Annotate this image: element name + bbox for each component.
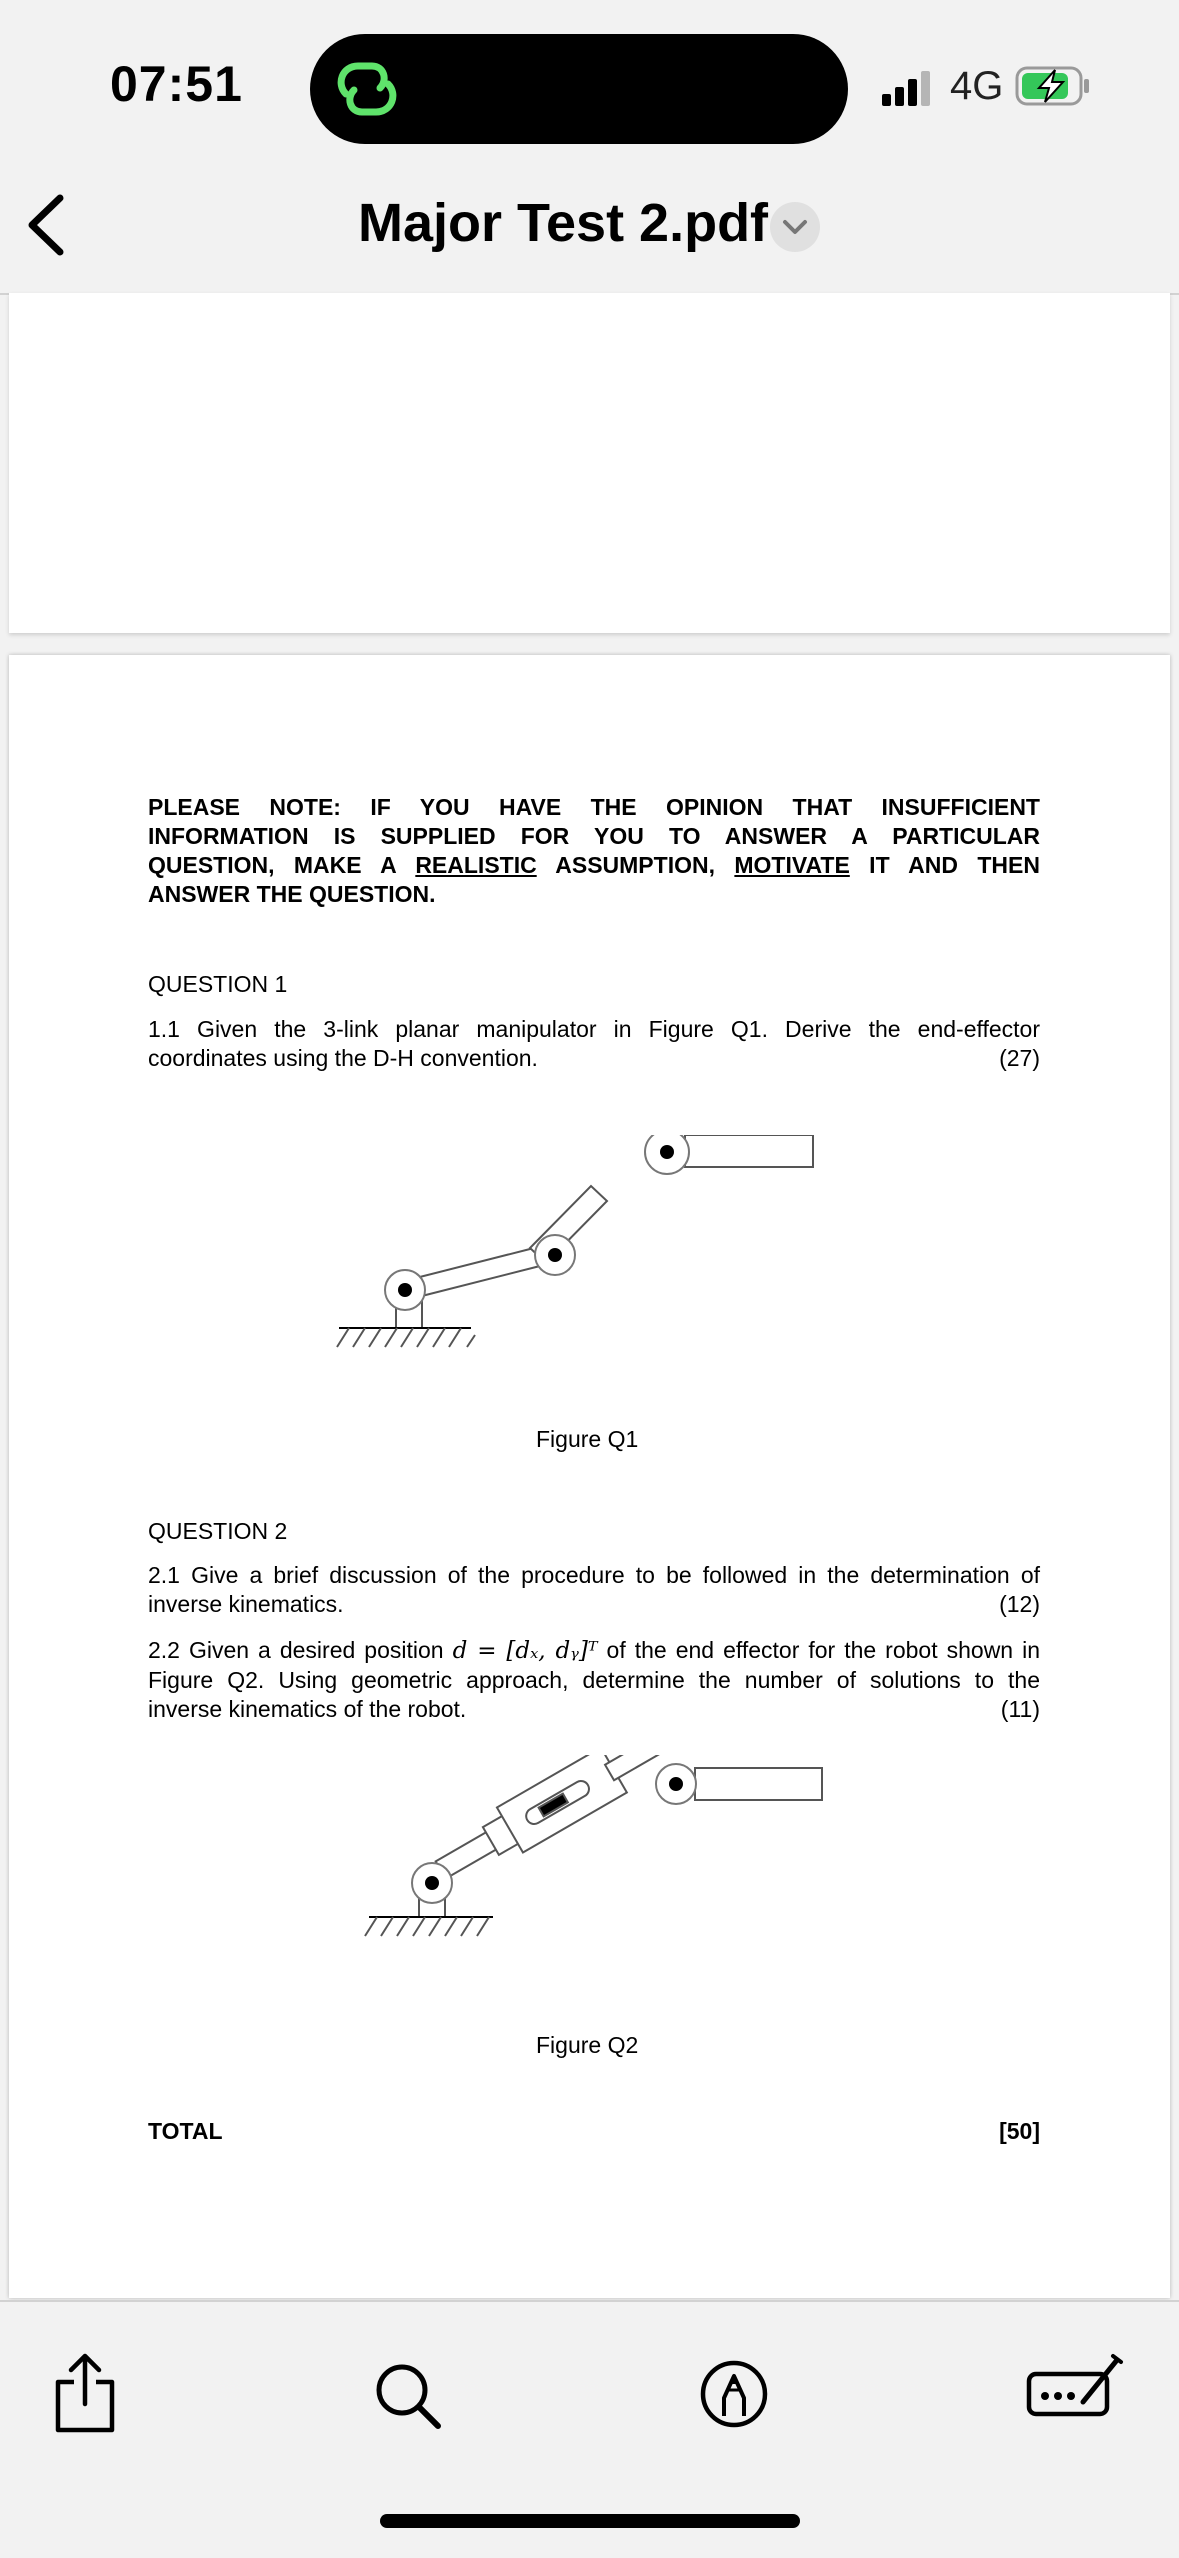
chevron-down-icon <box>770 202 820 252</box>
search-icon[interactable] <box>372 2360 444 2432</box>
battery-charging-icon <box>1015 64 1095 108</box>
markup-pen-icon[interactable] <box>698 2358 770 2430</box>
question-2-heading: QUESTION 2 <box>148 1518 288 1544</box>
link-icon <box>332 54 402 124</box>
total-label: TOTAL <box>148 2118 223 2144</box>
status-time: 07:51 <box>110 56 243 112</box>
dynamic-island <box>310 34 848 144</box>
back-chevron-icon[interactable] <box>18 190 78 260</box>
pdf-page <box>9 655 1170 2298</box>
total-marks: [50] <box>999 2118 1040 2144</box>
title-menu-button[interactable] <box>770 202 820 252</box>
home-indicator <box>380 2514 800 2528</box>
figure-q2-prismatic-robot <box>349 1755 849 2005</box>
question-2-1: 2.1 Give a brief discussion of the procedure to be followed in the determination of inverse kinematics. (12) <box>148 1562 1040 1617</box>
network-type: 4G <box>950 64 1004 108</box>
question-1-1: 1.1 Given the 3-link planar manipulator in Figure Q1. Derive the end-effector coordinates using the D-H convention. (27) <box>148 1016 1040 1071</box>
figure-q1-manipulator <box>309 1135 829 1375</box>
total-row <box>148 2117 1040 2146</box>
share-icon[interactable] <box>52 2352 118 2436</box>
pdf-page-previous <box>9 293 1170 633</box>
form-fill-icon[interactable] <box>1025 2352 1125 2422</box>
figure-q2-caption: Figure Q2 <box>536 2032 639 2058</box>
question-1-heading: QUESTION 1 <box>148 971 288 997</box>
nav-bar <box>0 150 1179 295</box>
figure-q1-caption: Figure Q1 <box>536 1426 639 1452</box>
question-2-2: 2.2 Given a desired position d = [dₓ, dᵧ]ᵀ of the end effector for the robot shown in Figure Q2. Using geometric approach, determine the number of solutions to the inverse kinematics of the robot. (11) <box>148 1637 1040 1722</box>
document-title[interactable]: Major Test 2.pdf <box>358 193 769 253</box>
note-paragraph: PLEASE NOTE: IF YOU HAVE THE OPINION THAT INSUFFICIENT INFORMATION IS SUPPLIED FOR YOU TO ANSWER A PARTICULAR QUESTION, MAKE A REALISTIC ASSUMPTION, MOTIVATE IT AND THEN ANSWER THE QUESTION. <box>148 794 1040 907</box>
status-bar <box>0 0 1179 150</box>
signal-icon <box>880 70 940 106</box>
